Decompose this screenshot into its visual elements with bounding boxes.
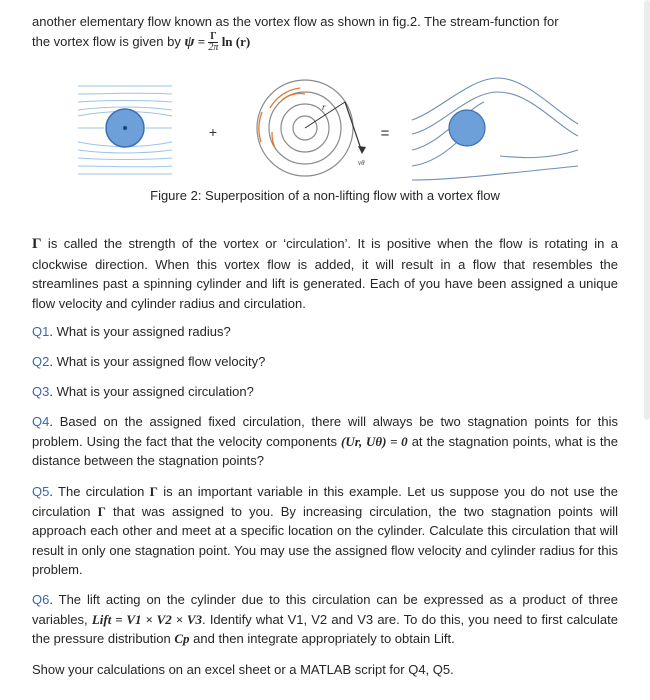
psi-symbol: ψ <box>184 33 195 50</box>
question-4 <box>32 412 618 471</box>
q1-text: . What is your assigned radius? <box>49 324 231 339</box>
q6-text-a: . The lift acting on the cylinder due to this circulation can be expressed as a product of three variables, <box>32 592 618 627</box>
circulation-text: is called the strength of the vortex or ‘circulation’. It is positive when the flow is rotating in a clockwise direction. When this vortex flow is added, it will result in a flow that resembles the streamlines past a spinning cylinder and lift is generated. Each of you have been assigned a unique flow velocity and cylinder radius and circulation. <box>32 236 618 311</box>
ln-term: ln (r) <box>218 33 251 49</box>
q3-label: Q3 <box>32 384 50 399</box>
q4-text-a: . Based on the assigned fixed circulation, there will always be two stagnation points for this problem. Using the fact that the velocity components <box>32 414 618 449</box>
q6-text-b: . Identify what V1, V2 and V3 are. To do this, you need to first calculate the pressure distribution <box>32 611 618 646</box>
question-5 <box>32 482 618 580</box>
q2-text: . What is your assigned flow velocity? <box>49 354 266 369</box>
q5-gamma-1: Γ <box>149 484 158 499</box>
vortex-arrows <box>259 88 305 150</box>
equals-sign-figure: = <box>380 125 390 142</box>
question-3 <box>32 382 618 402</box>
q6-text-c: and then integrate appropriately to obtain Lift. <box>189 631 455 646</box>
q3-text: . What is your assigned circulation? <box>49 384 254 399</box>
q5-text-c: that was assigned to you. By increasing circulation, the two stagnation points will approach each other and meet at a specific location on the cylinder. Calculate this circulation that will result in only one stagnation point. You may use the assigned flow velocity and cylinder radius for this problem. <box>32 503 618 577</box>
panel-lifting-flow <box>412 78 578 180</box>
vortex-superposition-figure <box>0 70 650 200</box>
equals-sign: = <box>194 33 209 49</box>
q4-math: (Ur, Uθ) = 0 <box>340 433 408 449</box>
q4-label: Q4 <box>32 414 50 429</box>
velocity-arrow <box>345 102 362 152</box>
intro-paragraph <box>32 12 618 53</box>
q5-gamma-2: Γ <box>97 503 106 519</box>
scrollbar[interactable] <box>644 0 650 420</box>
label-v-theta: vθ <box>358 159 365 167</box>
cylinder-2 <box>449 110 485 146</box>
figure-caption: Figure 2: Superposition of a non-lifting flow with a vortex flow <box>150 188 500 203</box>
q6-label: Q6 <box>32 592 50 607</box>
question-6 <box>32 590 618 649</box>
label-r: r <box>322 102 326 112</box>
intro-line-2: the vortex flow is given by <box>32 33 185 49</box>
fraction-numerator: Γ <box>210 30 217 42</box>
plus-sign: + <box>208 124 218 140</box>
q6-math: Lift = V1 × V2 × V3 <box>91 611 203 627</box>
gamma-symbol: Γ <box>32 236 42 252</box>
circulation-paragraph <box>32 234 618 313</box>
question-2 <box>32 352 618 372</box>
q5-text-a: . The circulation <box>49 484 150 499</box>
footer-instruction: Show your calculations on an excel sheet or a MATLAB script for Q4, Q5. <box>32 662 454 677</box>
q6-cp: Cp <box>174 631 190 646</box>
question-1 <box>32 322 618 342</box>
q2-label: Q2 <box>32 354 50 369</box>
fraction <box>208 32 218 53</box>
q1-label: Q1 <box>32 324 50 339</box>
q4-text-b: at the stagnation points, what is the distance between the stagnation points? <box>32 433 618 468</box>
q5-text-b: is an important variable in this example. Let us suppose you do not use the circulation <box>32 484 618 519</box>
intro-line-1: another elementary flow known as the vortex flow as shown in fig.2. The stream-function for <box>32 14 559 29</box>
fraction-denominator: 2π <box>208 41 219 53</box>
q5-label: Q5 <box>32 484 50 499</box>
